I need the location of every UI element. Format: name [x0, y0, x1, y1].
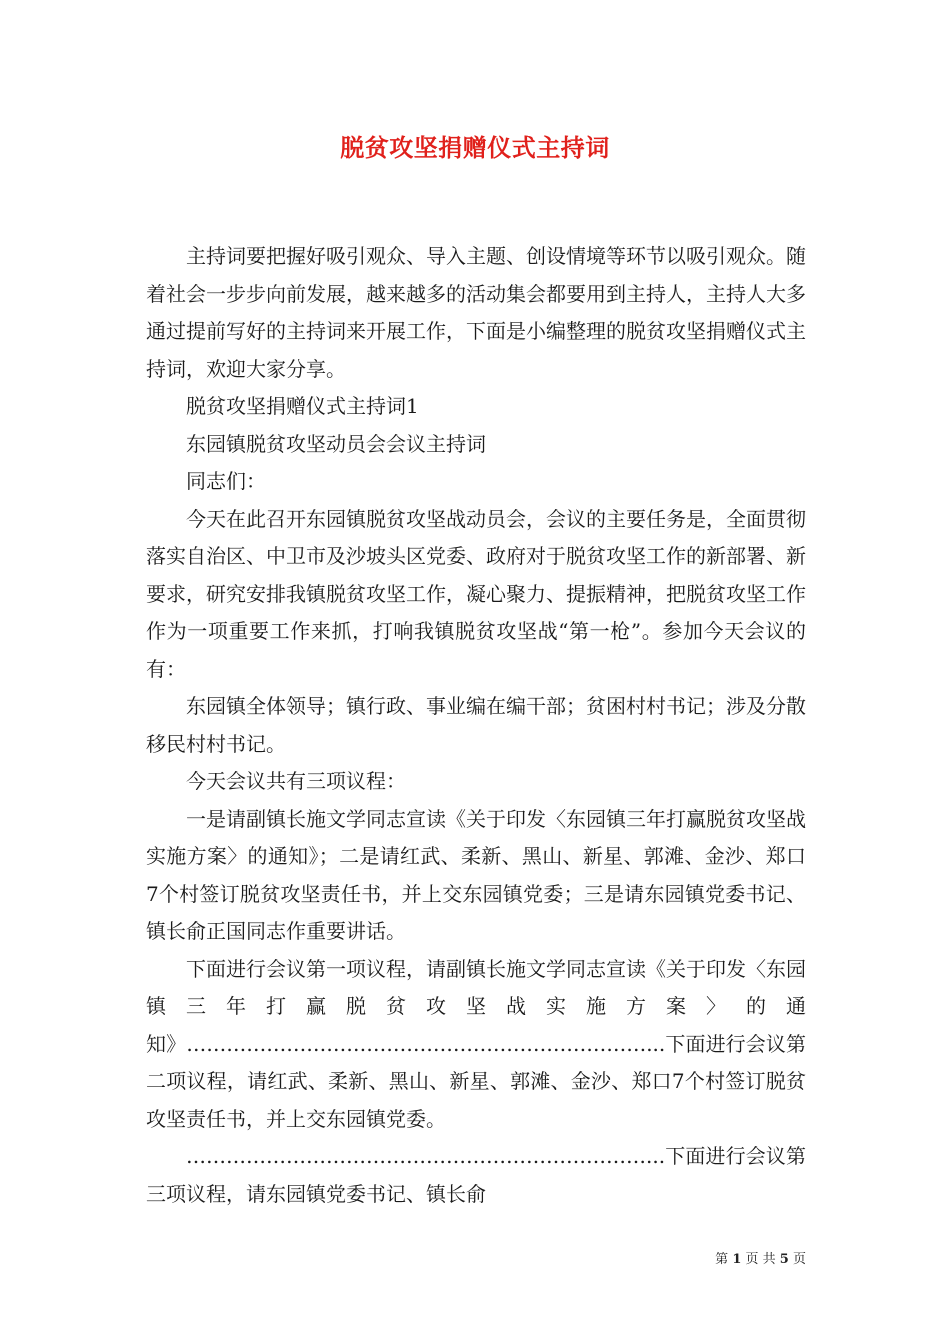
total-page-number: 5 — [779, 1252, 789, 1267]
document-body — [146, 238, 806, 1213]
paragraph-greeting: 同志们： — [186, 469, 266, 493]
paragraph-agenda-intro: 今天会议共有三项议程： — [186, 769, 406, 793]
paragraph-attendees: 东园镇全体领导；镇行政、事业编在编干部；贫困村村书记；涉及分散移民村村书记。 — [146, 694, 806, 756]
current-page-number: 1 — [732, 1252, 742, 1267]
paragraph-agenda-first-second: 下面进行会议第一项议程，请副镇长施文学同志宣读《关于印发〈东园镇三年打赢脱贫攻坚战实施方案〉的通知》……………………………………………………………...下面进行会议第二项议程，请红武、柔新、黑山、新星、郭滩、金沙、郑口7个村签订脱贫攻坚责任书，并上交东园镇党委。 — [146, 956, 806, 1131]
footer-suffix: 页 — [792, 1252, 806, 1267]
page-footer — [715, 1248, 806, 1267]
paragraph-subtitle: 东园镇脱贫攻坚动员会会议主持词 — [186, 431, 486, 456]
paragraph-intro: 主持词要把握好吸引观众、导入主题、创设情境等环节以吸引观众。随着社会一步步向前发展，越来越多的活动集会都要用到主持人，主持人大多通过提前写好的主持词来开展工作，下面是小编整理的脱贫攻坚捐赠仪式主持词，欢迎大家分享。 — [146, 244, 806, 381]
footer-prefix: 第 — [715, 1252, 729, 1267]
paragraph-section-heading: 脱贫攻坚捐赠仪式主持词1 — [186, 394, 419, 418]
footer-middle: 页 共 — [745, 1252, 776, 1267]
paragraph-purpose: 今天在此召开东园镇脱贫攻坚战动员会，会议的主要任务是，全面贯彻落实自治区、中卫市及沙坡头区党委、政府对于脱贫攻坚工作的新部署、新要求，研究安排我镇脱贫攻坚工作，凝心聚力、提振精神，把脱贫攻坚工作作为一项重要工作来抓，打响我镇脱贫攻坚战“第一枪”。参加今天会议的有： — [146, 506, 806, 681]
paragraph-agenda-items: 一是请副镇长施文学同志宣读《关于印发〈东园镇三年打赢脱贫攻坚战实施方案〉的通知》；二是请红武、柔新、黑山、新星、郭滩、金沙、郑口7个村签订脱贫攻坚责任书，并上交东园镇党委；三是请东园镇党委书记、镇长俞正国同志作重要讲话。 — [146, 806, 806, 943]
paragraph-agenda-third: ……………………………………………………………...下面进行会议第三项议程，请东园镇党委书记、镇长俞 — [146, 1144, 806, 1206]
document-title: 脱贫攻坚捐赠仪式主持词 — [340, 133, 610, 162]
